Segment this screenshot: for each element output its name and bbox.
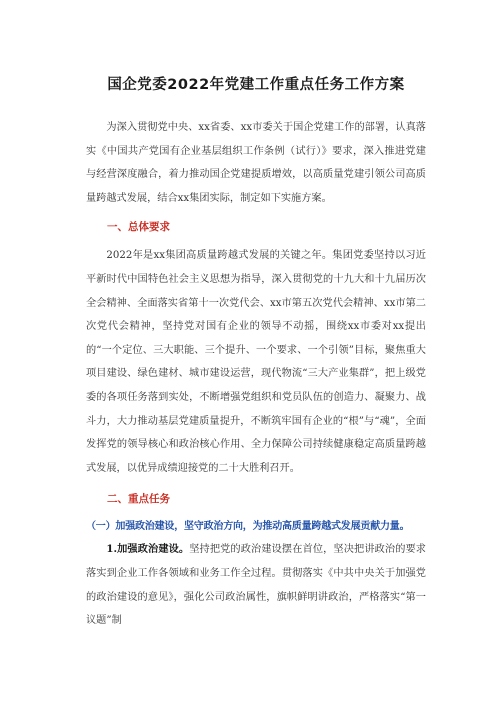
- document-title: 国企党委2022年党建工作重点任务工作方案: [107, 77, 405, 93]
- subsection-heading-political-building: （一）加强政治建设，坚守政治方向，为推动高质量跨越式发展贡献力量。: [86, 521, 410, 533]
- item-lead: 1.加强政治建设。: [106, 543, 190, 556]
- item-body: 坚持把党的政治建设摆在首位，坚决把讲政治的要求落实到企业工作各领域和业务工作全过程。贯彻落实《中共中央关于加强党的政治建设的意见》，强化公司政治属性，旗帜鲜明讲政治，严格落实“第一议题”制: [86, 544, 426, 627]
- section-heading-general-requirements: 一、总体要求: [107, 221, 170, 234]
- intro-paragraph: 为深入贯彻党中央、xx省委、xx市委关于国企党建工作的部署，认真落实《中国共产党国有企业基层组织工作条例（试行）》要求，深入推进党建与经营深度融合，着力推动国企党建提质增效，以高质量党建引领公司高质量跨越式发展，结合xx集团实际，制定如下实施方案。: [86, 122, 426, 204]
- item-political-building-paragraph: [86, 538, 426, 632]
- section-heading-key-tasks: 二、重点任务: [107, 493, 170, 506]
- general-requirements-paragraph: 2022年是xx集团高质量跨越式发展的关键之年。集团党委坚持以习近平新时代中国特色社会主义思想为指导，深入贯彻党的十九大和十九届历次全会精神、全面落实省第十一次党代会、xx市第五次党代会精神、xx市第二次党代会精神，坚持党对国有企业的领导不动摇，围绕xx市委对xx提出的“一个定位、三大职能、三个提升、一个要求、一个引领”目标，聚焦重大项目建设、绿色建材、城市建设运营，现代物流“三大产业集群”，把上级党委的各项任务落到实处，不断增强党组织和党员队伍的创造力、凝聚力、战斗力，大力推动基层党建质量提升，不断筑牢国有企业的“根”与“魂”，全面发挥党的领导核心和政治核心作用、全力保障公司持续健康稳定高质量跨越式发展，以优异成绩迎接党的二十大胜利召开。: [86, 250, 426, 474]
